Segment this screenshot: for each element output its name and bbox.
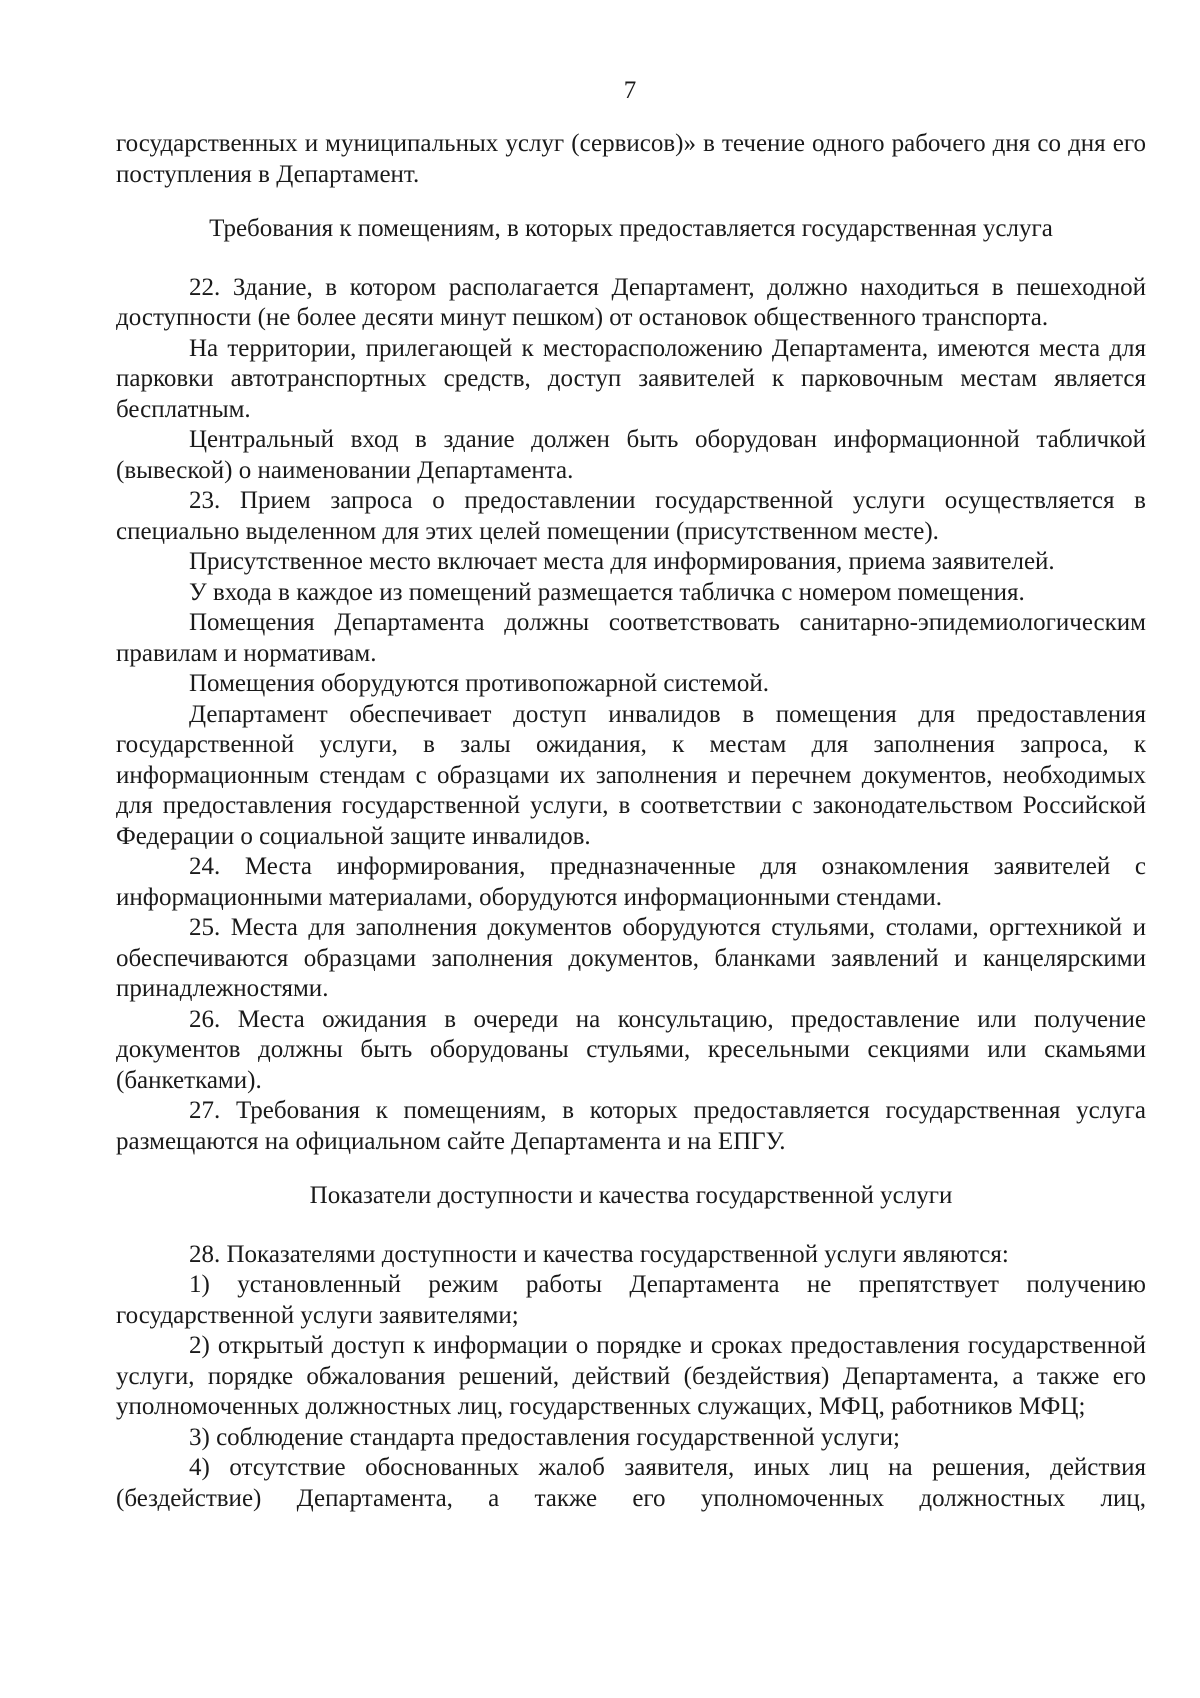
paragraph-22: 22. Здание, в котором располагается Департамент, должно находиться в пешеходной доступности (не более десяти минут пешком) от остановок общественного транспорта.	[116, 273, 1146, 331]
list-item-2: 2) открытый доступ к информации о порядке и сроках предоставления государственной услуги, порядке обжалования решений, действий (бездействия) Департамента, а также его уполномоченных должностных лиц, государственных служащих, МФЦ, работников МФЦ;	[116, 1332, 1146, 1420]
paragraph-28: 28. Показателями доступности и качества государственной услуги являются:	[189, 1240, 1009, 1268]
paragraph-sanitary: Помещения Департамента должны соответствовать санитарно-эпидемиологическим правилам и нормативам.	[116, 609, 1146, 667]
paragraph-23: 23. Прием запроса о предоставлении государственной услуги осуществляется в специально выделенном для этих целей помещении (присутственном месте).	[116, 487, 1146, 545]
list-item-3: 3) соблюдение стандарта предоставления государственной услуги;	[189, 1423, 900, 1451]
section-heading-indicators: Показатели доступности и качества государственной услуги	[309, 1182, 953, 1209]
paragraph-entrance: Центральный вход в здание должен быть оборудован информационной табличкой (вывеской) о наименовании Департамента.	[116, 426, 1146, 484]
section-heading-premises: Требования к помещениям, в которых предоставляется государственная услуга	[209, 215, 1053, 242]
paragraph-27: 27. Требования к помещениям, в которых предоставляется государственная услуга размещаются на официальном сайте Департамента и на ЕПГУ.	[116, 1097, 1146, 1155]
paragraph-24: 24. Места информирования, предназначенные для ознакомления заявителей с информационными материалами, оборудуются информационными стендами.	[116, 853, 1146, 911]
paragraph-continuation: государственных и муниципальных услуг (сервисов)» в течение одного рабочего дня со дня его поступления в Департамент.	[116, 130, 1146, 188]
paragraph-room-sign: У входа в каждое из помещений размещается табличка с номером помещения.	[189, 578, 1025, 606]
paragraph-25: 25. Места для заполнения документов оборудуются стульями, столами, оргтехникой и обеспечиваются образцами заполнения документов, бланками заявлений и канцелярскими принадлежностями.	[116, 914, 1146, 1002]
paragraph-parking: На территории, прилегающей к месторасположению Департамента, имеются места для парковки автотранспортных средств, доступ заявителей к парковочным местам является бесплатным.	[116, 334, 1146, 423]
paragraph-disabled-access: Департамент обеспечивает доступ инвалидов в помещения для предоставления государственной услуги, в залы ожидания, к местам для заполнения запроса, к информационным стендам с образцами их заполнения и перечнем документов, необходимых для предоставления государственной услуги, в соответствии с законодательством Российской Федерации о социальной защите инвалидов.	[116, 700, 1146, 850]
list-item-4: 4) отсутствие обоснованных жалоб заявителя, иных лиц на решения, действия (бездействие) Департамента, а также его уполномоченных должностных лиц,	[116, 1454, 1146, 1512]
list-item-1: 1) установленный режим работы Департамента не препятствует получению государственной услуги заявителями;	[116, 1271, 1146, 1329]
paragraph-26: 26. Места ожидания в очереди на консультацию, предоставление или получение документов должны быть оборудованы стульями, кресельными секциями или скамьями (банкетками).	[116, 1005, 1146, 1094]
paragraph-fire-system: Помещения оборудуются противопожарной системой.	[189, 670, 769, 697]
page-number: 7	[623, 77, 637, 104]
paragraph-attendance-place: Присутственное место включает места для информирования, приема заявителей.	[189, 548, 1055, 575]
document-body	[116, 129, 1146, 1514]
